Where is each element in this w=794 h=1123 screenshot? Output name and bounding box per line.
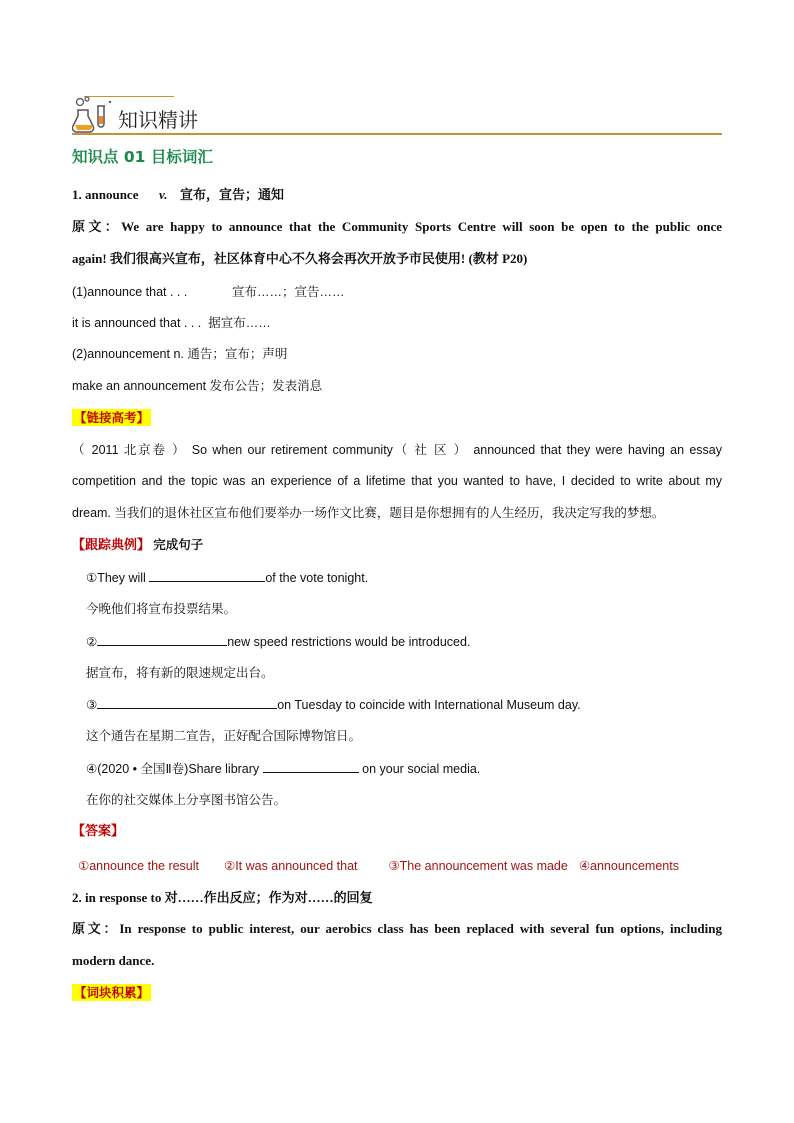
answer-tag-row [72, 822, 722, 841]
exercise-2-cn: 据宣布，将有新的限速规定出台。 [86, 666, 274, 680]
item1-meaning: 宣布，宣告；通知 [180, 187, 285, 202]
answer-2: ②It was announced that [223, 859, 358, 873]
section-header [72, 94, 722, 136]
exercise-4-prefix: ④(2020 • 全国Ⅱ卷)Share library [86, 762, 260, 776]
track-row [72, 536, 722, 555]
answer-3: ③The announcement was made [388, 859, 568, 873]
item1-phrase1a [72, 283, 722, 301]
item1-phrase2b: make an announcement 发布公告；发表消息 [72, 379, 323, 393]
item1-pos: v. [158, 187, 168, 202]
header-title: 知识精讲 [118, 108, 198, 132]
exercise-1-blank[interactable] [149, 568, 265, 582]
track-tag: 【跟踪典例】 [72, 538, 151, 553]
item1-heading [72, 186, 722, 204]
exercise-3-suffix: on Tuesday to coincide with International Museum day. [277, 698, 581, 712]
exercise-2-blank[interactable] [97, 632, 227, 646]
item1-source-line1: 原文：We are happy to announce that the Community Sports Centre will soon be open to the public once [72, 219, 722, 234]
item1-source-line2: again! 我们很高兴宣布，社区体育中心不久将会再次开放予市民使用! (教材 P20) [72, 251, 528, 266]
exercise-3-blank[interactable] [97, 695, 277, 709]
exercise-3-cn: 这个通告在星期二宣告，正好配合国际博物馆日。 [86, 729, 362, 743]
answer-tag: 【答案】 [72, 824, 125, 839]
track-instruction: 完成句子 [153, 538, 204, 552]
exercise-1-prefix: ①They will [86, 571, 146, 585]
answer-1: ①announce the result [78, 859, 200, 873]
gaokao-line3: dream. 当我们的退休社区宣布他们要举办一场作文比赛，题目是你想拥有的人生经历，我决定写我的梦想。 [72, 506, 665, 520]
chunk-tag-row [72, 984, 722, 1002]
exercise-2-suffix: new speed restrictions would be introduced. [227, 635, 471, 649]
link-gaokao-tag: 【链接高考】 [74, 410, 150, 425]
exercise-3 [86, 695, 736, 714]
exercise-4-blank[interactable] [263, 759, 359, 773]
item1-phrase1b [72, 314, 722, 332]
item1-phrase2a: (2)announcement n. 通告；宣布；声明 [72, 347, 288, 361]
exercise-3-prefix: ③ [86, 698, 98, 712]
exercise-4 [86, 759, 736, 778]
exercise-1-cn: 今晚他们将宣布投票结果。 [86, 602, 237, 616]
header-rule [72, 133, 722, 135]
exercise-4-cn: 在你的社交媒体上分享图书馆公告。 [86, 793, 287, 807]
phrase1b-en: it is announced that . . . [72, 316, 202, 330]
exercise-1 [86, 568, 736, 587]
exercise-2 [86, 632, 736, 651]
phrase1a-cn: 宣布……；宣告…… [232, 285, 345, 299]
item2-source-line2: modern dance. [72, 953, 155, 968]
item2-heading: 2. in response to 对……作出反应；作为对……的回复 [72, 890, 373, 905]
gaokao-line1: （ 2011 北京卷 ） So when our retirement community（ 社 区 ） announced that they were having an essay [72, 443, 722, 457]
flask-icon [72, 96, 114, 134]
phrase1b-cn: 据宣布…… [208, 316, 271, 330]
exercise-1-suffix: of the vote tonight. [265, 571, 369, 585]
exercise-2-prefix: ② [86, 635, 98, 649]
phrase1a-en: (1)announce that . . . [72, 285, 188, 299]
link-gaokao-tag-row [72, 409, 722, 427]
chunk-tag: 【词块积累】 [74, 985, 150, 1000]
exercise-4-suffix: on your social media. [362, 762, 481, 776]
answer-4: ④announcements [578, 859, 679, 873]
gaokao-line2: competition and the topic was an experience of a lifetime that you wanted to have, I decided to write about my [72, 474, 722, 488]
answer-row [78, 857, 728, 875]
item2-source-line1: 原文：In response to public interest, our aerobics class has been replaced with several fun options, including [72, 921, 722, 936]
knowledge-point-title: 知识点 01 目标词汇 [72, 148, 213, 166]
item1-word: 1. announce [72, 187, 139, 202]
